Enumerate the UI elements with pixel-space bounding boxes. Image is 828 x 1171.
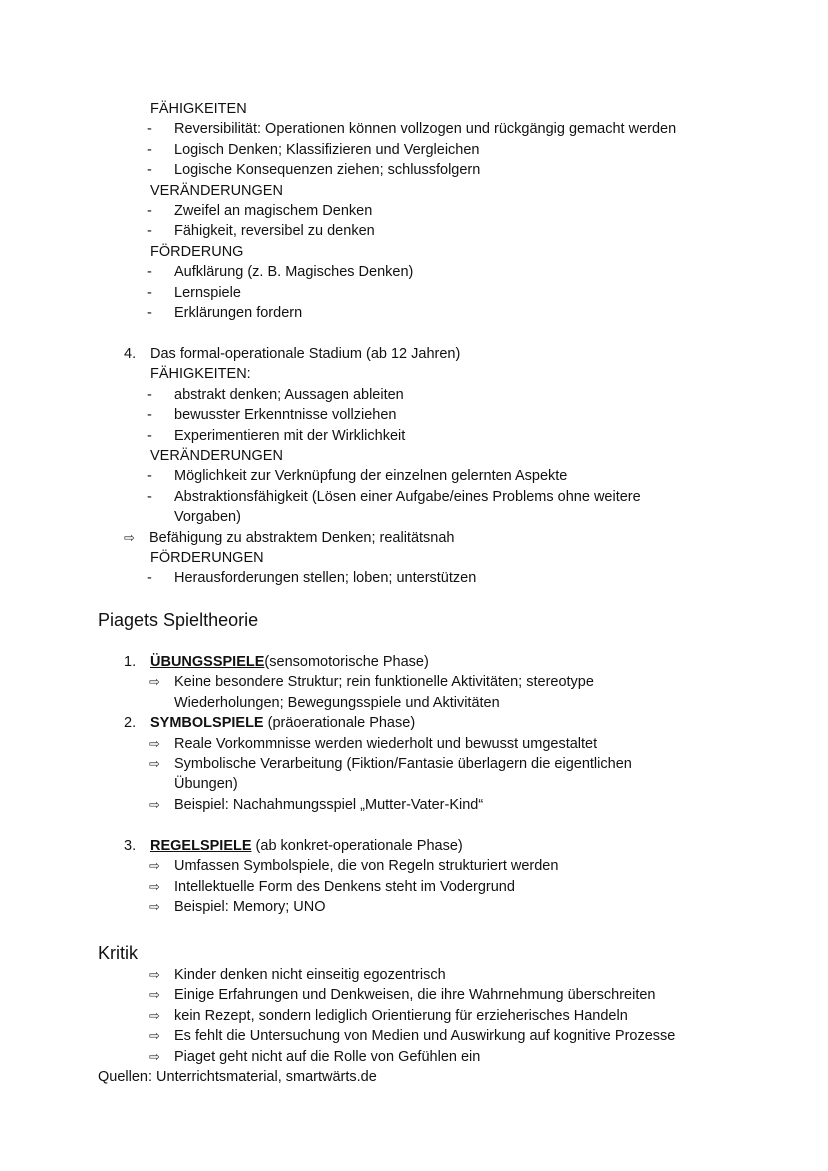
arrow-icon: ⇨ (149, 1028, 160, 1044)
arrow-item (0, 965, 675, 985)
list-item-text: Erklärungen fordern (174, 304, 303, 321)
dash-marker: - (147, 202, 152, 219)
dash-marker: - (147, 468, 152, 485)
list-item-text: Möglichkeit zur Verknüpfung der einzelnen gelernten Aspekte (174, 468, 568, 485)
list-item-text: Logische Konsequenzen ziehen; schlussfolgern (174, 162, 481, 179)
list-item-text: Fähigkeit, reversibel zu denken (174, 223, 375, 240)
arrow-item-text: kein Rezept, sondern lediglich Orientierung für erzieherisches Handeln (174, 1007, 628, 1024)
arrow-icon: ⇨ (149, 674, 160, 690)
list-item (0, 385, 641, 405)
stage4-section (0, 344, 641, 589)
stage3-faehigkeiten-heading: FÄHIGKEITEN (150, 101, 247, 117)
arrow-icon: ⇨ (149, 878, 160, 894)
list-item (0, 160, 676, 180)
stage3-section (0, 99, 676, 323)
arrow-item (0, 897, 558, 917)
arrow-item-text: Befähigung zu abstraktem Denken; realitätsnah (149, 529, 455, 546)
spiel-item-3-phase: (ab konkret-operationale Phase) (251, 838, 463, 854)
list-item-text: bewusster Erkenntnisse vollziehen (174, 407, 397, 424)
spiel-item-1-title: ÜBUNGSSPIELE (150, 654, 265, 670)
dash-marker: - (147, 162, 152, 179)
arrow-icon: ⇨ (149, 899, 160, 915)
dash-marker: - (147, 386, 152, 403)
arrow-icon: ⇨ (124, 529, 135, 545)
arrow-item-text: Umfassen Symbolspiele, die von Regeln strukturiert werden (174, 858, 559, 875)
list-item-text: Zweifel an magischem Denken (174, 202, 373, 219)
arrow-item-text: Einige Erfahrungen und Denkweisen, die ihre Wahrnehmung überschreiten (174, 987, 656, 1004)
arrow-item-text: Intellektuelle Form des Denkens steht im Vodergrund (174, 878, 515, 895)
dash-marker: - (147, 427, 152, 444)
list-item (0, 568, 641, 588)
list-item (0, 303, 676, 323)
dash-marker: - (147, 141, 152, 158)
spiel-item-1-phase: (sensomotorische Phase) (264, 654, 429, 670)
arrow-item (0, 795, 632, 815)
arrow-item-continuation: Übungen) (174, 776, 238, 793)
arrow-item (0, 877, 558, 897)
arrow-item-text: Reale Vorkommnisse werden wiederholt und bewusst umgestaltet (174, 735, 598, 752)
dash-marker: - (147, 407, 152, 424)
spiel-item-3-title: REGELSPIELE (150, 838, 252, 854)
dash-marker: - (147, 488, 152, 505)
list-item (0, 283, 676, 303)
arrow-icon: ⇨ (149, 858, 160, 874)
arrow-item (0, 528, 641, 548)
dash-marker: - (147, 223, 152, 240)
arrow-icon: ⇨ (149, 735, 160, 751)
stage3-veraenderungen-heading: VERÄNDERUNGEN (150, 182, 283, 199)
arrow-item-text: Beispiel: Nachahmungsspiel „Mutter-Vater-Kind“ (174, 796, 484, 813)
stage4-faehigkeiten-heading: FÄHIGKEITEN: (150, 366, 251, 383)
arrow-item-text: Es fehlt die Untersuchung von Medien und Auswirkung auf kognitive Prozesse (174, 1028, 676, 1045)
list-number: 2. (124, 715, 137, 732)
list-item-text: abstrakt denken; Aussagen ableiten (174, 386, 404, 403)
list-item (0, 426, 641, 446)
list-item-text: Abstraktionsfähigkeit (Lösen einer Aufgabe/eines Problems ohne weitere (174, 488, 641, 505)
list-item-text: Herausforderungen stellen; loben; unterstützen (174, 570, 477, 587)
arrow-icon: ⇨ (149, 967, 160, 982)
arrow-item (0, 1026, 675, 1046)
section-heading: Piagets Spieltheorie (98, 610, 259, 630)
dash-marker: - (147, 284, 152, 301)
list-item (0, 201, 676, 221)
list-item-text: Logisch Denken; Klassifizieren und Vergleichen (174, 141, 480, 158)
arrow-icon: ⇨ (149, 755, 160, 771)
section-heading: Kritik (98, 943, 138, 963)
stage4-veraenderungen-heading: VERÄNDERUNGEN (150, 447, 283, 464)
list-item (0, 262, 676, 282)
list-item (0, 487, 641, 507)
spiel-item-2 (0, 713, 632, 733)
dash-marker: - (147, 304, 152, 321)
arrow-item (0, 1047, 675, 1067)
arrow-item-continuation: Wiederholungen; Bewegungsspiele und Aktivitäten (174, 694, 500, 711)
arrow-item (0, 1006, 675, 1026)
stage4-title-text: Das formal-operationale Stadium (ab 12 Jahren) (150, 346, 461, 362)
spieltheorie-section (0, 608, 258, 632)
dash-marker: - (147, 264, 152, 281)
list-item (0, 221, 676, 241)
arrow-icon: ⇨ (149, 796, 160, 812)
stage4-title (0, 344, 641, 364)
arrow-item-text: Keine besondere Struktur; rein funktionelle Aktivitäten; stereotype (174, 674, 594, 691)
list-item-text: Lernspiele (174, 284, 241, 301)
spiel-item-2-phase: (präoerationale Phase) (263, 715, 416, 732)
dash-marker: - (147, 570, 152, 587)
arrow-icon: ⇨ (149, 987, 160, 1003)
arrow-item-text: Kinder denken nicht einseitig egozentrisch (174, 967, 446, 983)
arrow-item (0, 856, 558, 876)
list-item (0, 140, 676, 160)
spiel-list-b (0, 836, 558, 918)
arrow-item-text: Symbolische Verarbeitung (Fiktion/Fantasie überlagern die eigentlichen (174, 755, 632, 772)
dash-marker: - (147, 121, 152, 138)
list-item-text: Reversibilität: Operationen können vollzogen und rückgängig gemacht werden (174, 121, 677, 138)
arrow-icon: ⇨ (149, 1048, 160, 1064)
list-item (0, 405, 641, 425)
list-item-text: Experimentieren mit der Wirklichkeit (174, 427, 406, 444)
arrow-item (0, 754, 632, 774)
list-item (0, 119, 676, 139)
list-number: 4. (124, 346, 137, 362)
list-item-text: Aufklärung (z. B. Magisches Denken) (174, 264, 414, 281)
spiel-item-2-title: SYMBOLSPIELE (150, 715, 264, 732)
list-number: 3. (124, 838, 137, 854)
spiel-item-3 (0, 836, 558, 856)
arrow-icon: ⇨ (149, 1007, 160, 1023)
sources-line: Quellen: Unterrichtsmaterial, smartwärts.de (98, 1068, 377, 1085)
spiel-list-a (0, 652, 632, 815)
list-number: 1. (124, 654, 137, 670)
kritik-list (0, 965, 675, 1087)
list-item (0, 466, 641, 486)
arrow-item (0, 672, 632, 692)
arrow-item-text: Piaget geht nicht auf die Rolle von Gefühlen ein (174, 1048, 481, 1065)
kritik-section (0, 941, 138, 965)
arrow-item-text: Beispiel: Memory; UNO (174, 899, 326, 916)
spiel-item-1 (0, 652, 632, 672)
stage3-foerderung-heading: FÖRDERUNG (150, 243, 244, 260)
list-item-continuation: Vorgaben) (174, 509, 241, 526)
arrow-item (0, 985, 675, 1005)
arrow-item (0, 734, 632, 754)
stage4-foerderungen-heading: FÖRDERUNGEN (150, 549, 264, 566)
